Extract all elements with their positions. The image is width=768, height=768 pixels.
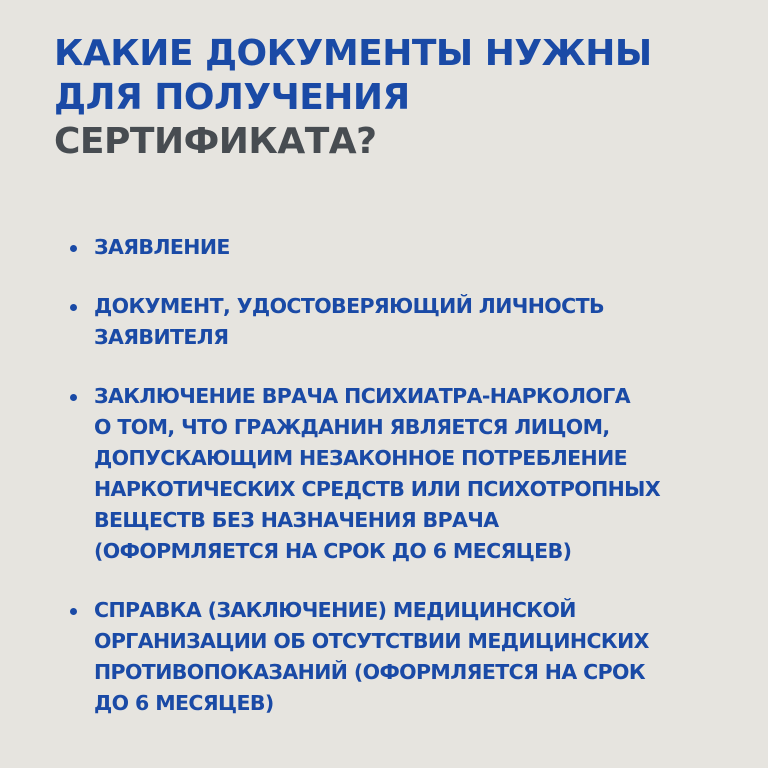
list-item-application xyxy=(70,232,730,263)
list-item-narcologist-conclusion xyxy=(70,381,730,567)
list-item-line: ДО 6 МЕСЯЦЕВ) xyxy=(94,691,274,715)
title-line-3: СЕРТИФИКАТА? xyxy=(54,121,377,162)
list-item-line: СПРАВКА (ЗАКЛЮЧЕНИЕ) МЕДИЦИНСКОЙ xyxy=(94,598,576,622)
page-title xyxy=(54,32,652,164)
list-item-line: ПРОТИВОПОКАЗАНИЙ (ОФОРМЛЯЕТСЯ НА СРОК xyxy=(94,660,645,684)
list-item-line: ДОПУСКАЮЩИМ НЕЗАКОННОЕ ПОТРЕБЛЕНИЕ xyxy=(94,446,628,470)
title-line-2: ДЛЯ ПОЛУЧЕНИЯ xyxy=(54,77,410,118)
bullet-icon xyxy=(70,304,77,311)
list-item-line: ЗАКЛЮЧЕНИЕ ВРАЧА ПСИХИАТРА-НАРКОЛОГА xyxy=(94,384,630,408)
bullet-icon xyxy=(70,608,77,615)
title-line-1: КАКИЕ ДОКУМЕНТЫ НУЖНЫ xyxy=(54,33,652,74)
list-item-line: ОРГАНИЗАЦИИ ОБ ОТСУТСТВИИ МЕДИЦИНСКИХ xyxy=(94,629,649,653)
bullet-icon xyxy=(70,394,77,401)
list-item-line: ЗАЯВЛЕНИЕ xyxy=(94,235,230,259)
list-item-line: ДОКУМЕНТ, УДОСТОВЕРЯЮЩИЙ ЛИЧНОСТЬ xyxy=(94,294,604,318)
list-item-id-document xyxy=(70,291,730,353)
bullet-icon xyxy=(70,245,77,252)
list-item-line: ВЕЩЕСТВ БЕЗ НАЗНАЧЕНИЯ ВРАЧА xyxy=(94,508,499,532)
list-item-medical-certificate xyxy=(70,595,730,719)
list-item-line: ЗАЯВИТЕЛЯ xyxy=(94,325,229,349)
documents-list xyxy=(70,232,730,719)
list-item-line: О ТОМ, ЧТО ГРАЖДАНИН ЯВЛЯЕТСЯ ЛИЦОМ, xyxy=(94,415,610,439)
list-item-line: НАРКОТИЧЕСКИХ СРЕДСТВ ИЛИ ПСИХОТРОПНЫХ xyxy=(94,477,661,501)
list-item-line: (ОФОРМЛЯЕТСЯ НА СРОК ДО 6 МЕСЯЦЕВ) xyxy=(94,539,572,563)
